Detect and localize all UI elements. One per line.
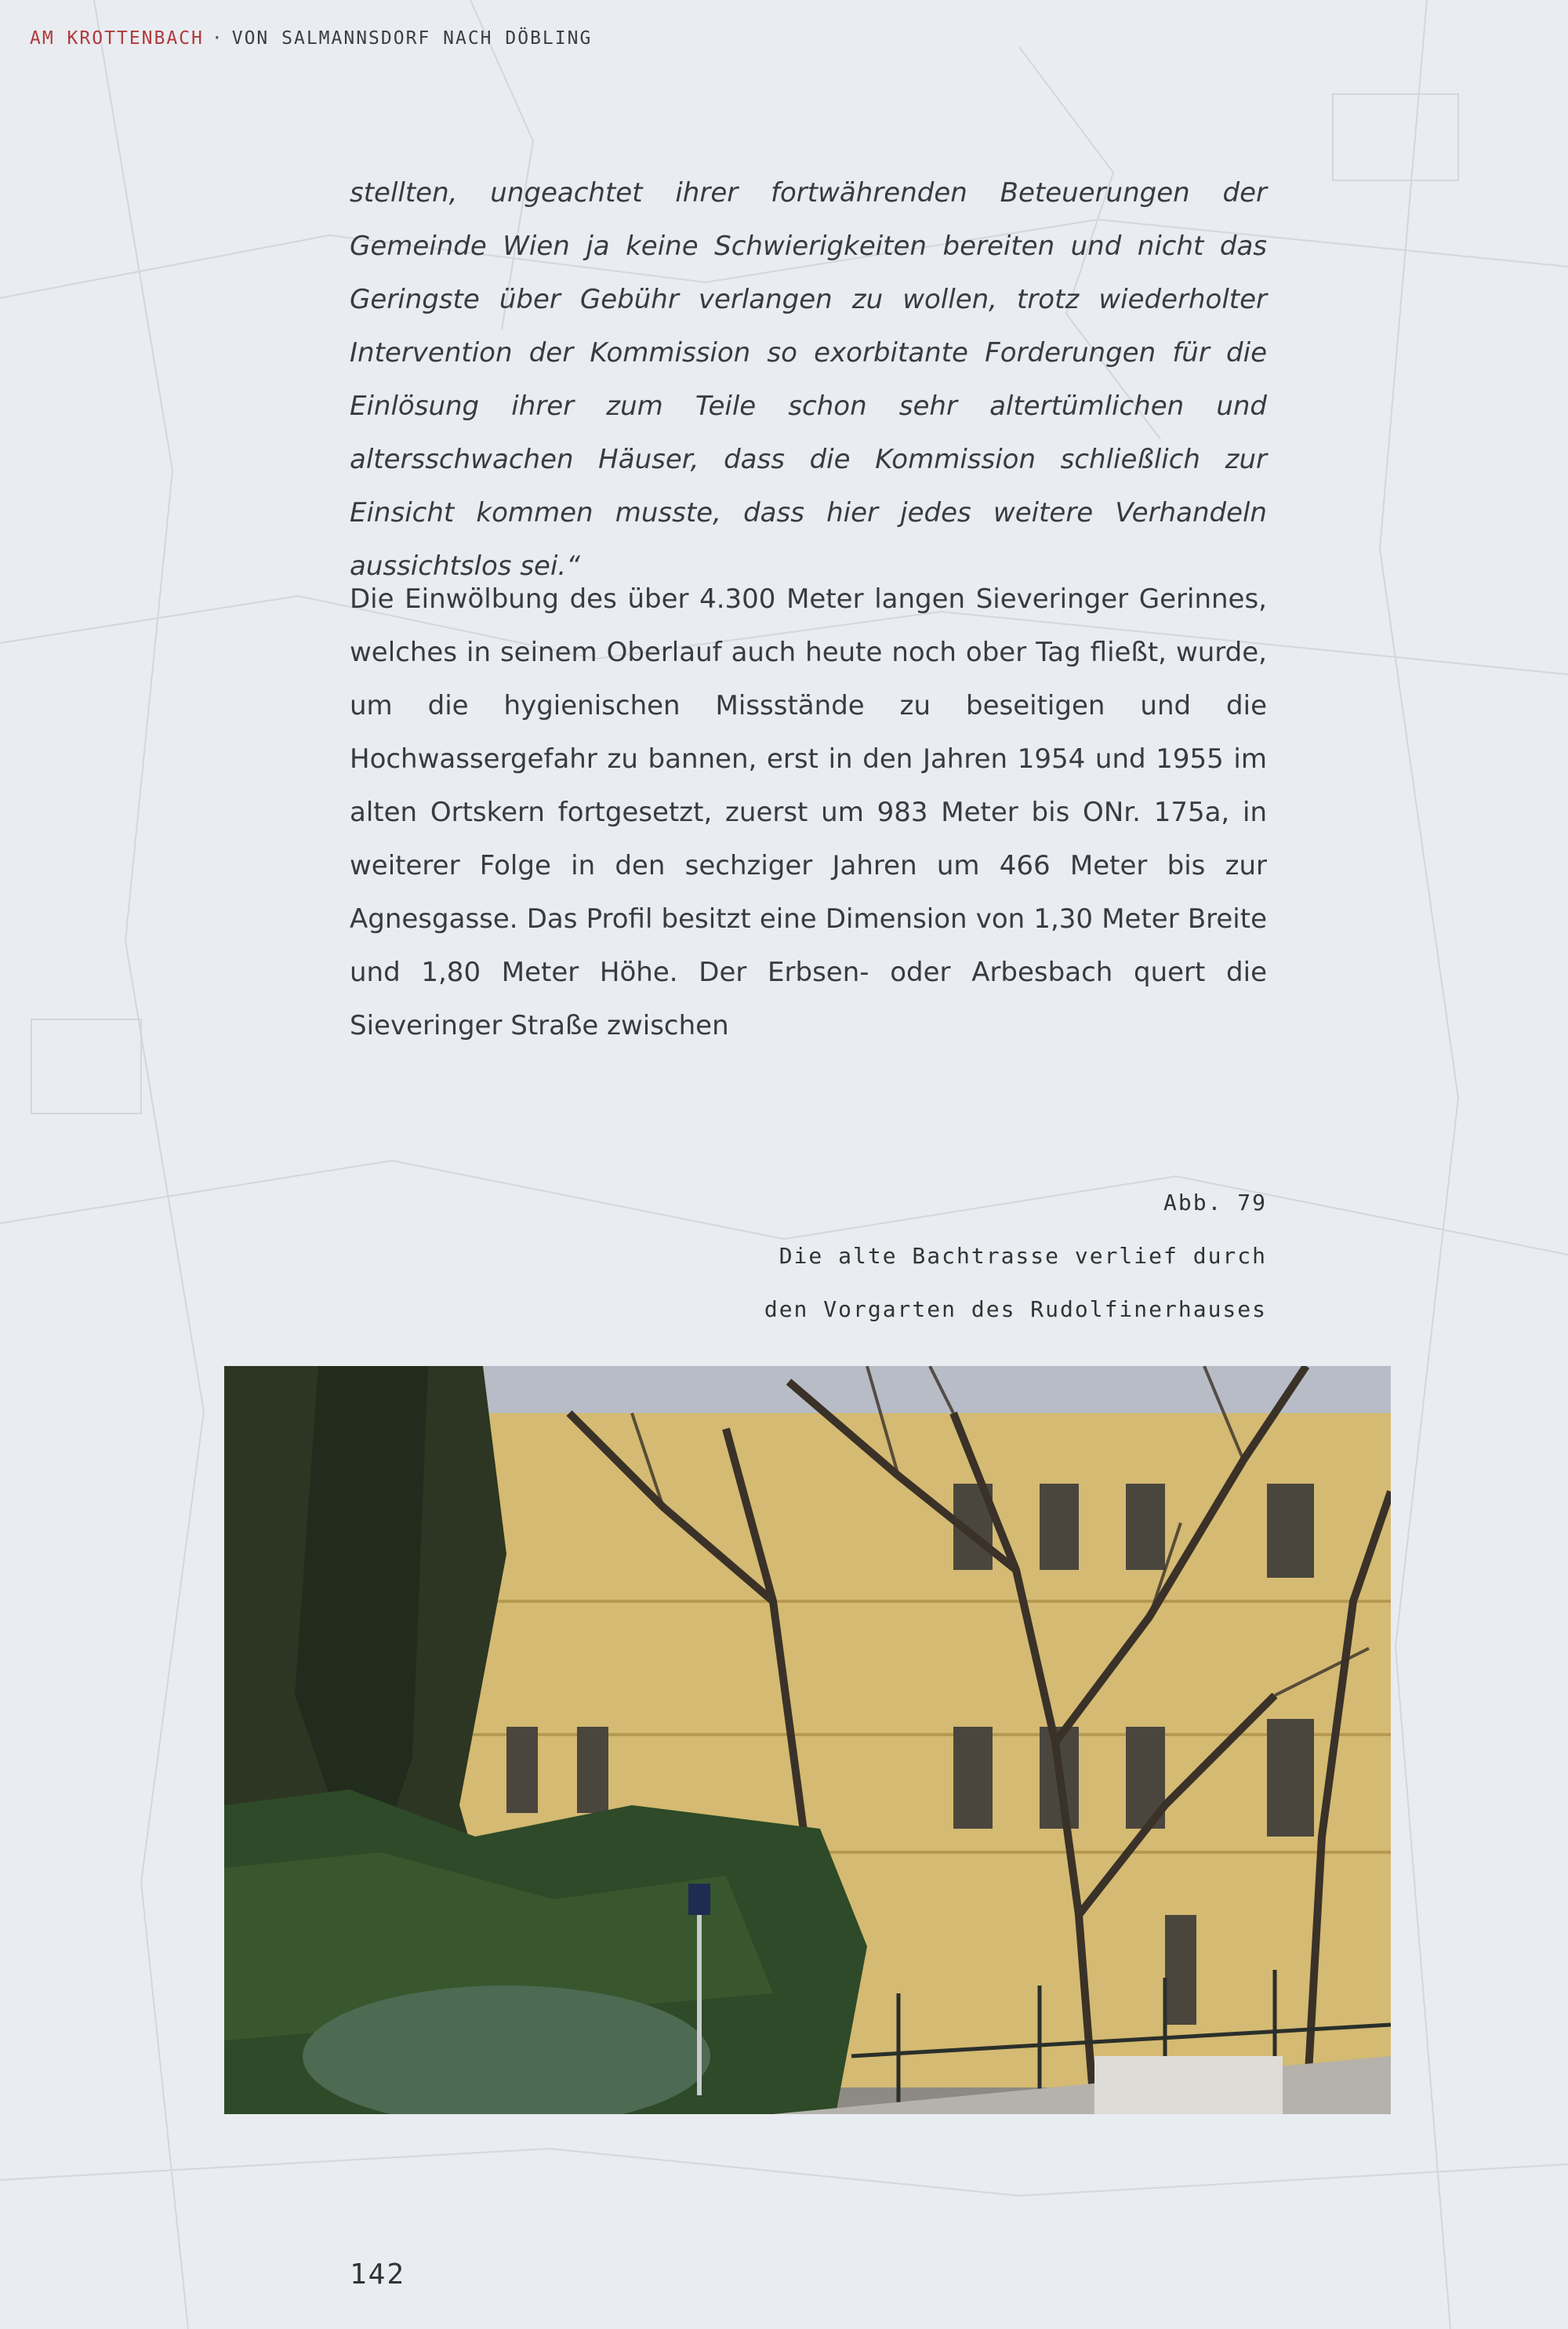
caption-line-2: den Vorgarten des Rudolfinerhauses [764, 1296, 1267, 1322]
planter [1094, 2056, 1283, 2114]
sign-post [697, 1915, 702, 2095]
body-paragraph: Die Einwölbung des über 4.300 Meter langen Sieveringer Gerinnes, welches in seinem Oberlauf auch heute noch ober Tag fließt, wurde, um die hygienischen Missstände zu beseitigen und die Hochwassergefahr zu bannen, erst in den Jahren 1954 und 1955 im alten Ortskern fortgesetzt, zuerst um 983 Meter bis ONr. 175a, in weiterer Folge in den sechziger Jahren um 466 Meter bis zur Agnesgasse. Das Profil besitzt eine Dimension von 1,30 Meter Breite und 1,80 Meter Höhe. Der Erbsen- oder Arbesbach quert die Sieveringer Straße zwischen [350, 583, 1267, 1041]
running-header [30, 28, 592, 49]
header-separator: · [211, 28, 224, 49]
chapter-subtitle: VON SALMANNSDORF NACH DÖBLING [231, 28, 593, 49]
figure-photo [224, 1366, 1391, 2114]
quote-paragraph: stellten, ungeachtet ihrer fortwährenden Beteuerungen der Gemeinde Wien ja keine Schwierigkeiten bereiten und nicht das Geringste über Gebühr verlangen zu wollen, trotz wiederholter Intervention der Kommission so exorbitante Forderungen für die Einlösung ihrer zum Teile schon sehr altertümlichen und altersschwachen Häuser, dass die Kommission schließlich zur Einsicht kommen musste, dass hier jedes weitere Verhandeln aussichtslos sei.“ [350, 177, 1267, 582]
body-text-block [350, 572, 1267, 1052]
page-number: 142 [350, 2258, 406, 2291]
street-sign [688, 1884, 710, 1915]
chapter-title: AM KROTTENBACH [30, 28, 204, 49]
photo-illustration [224, 1366, 1391, 2114]
caption-line-1: Die alte Bachtrasse verlief durch [779, 1243, 1267, 1269]
figure-caption [640, 1176, 1267, 1336]
quote-block [350, 166, 1267, 593]
figure-label: Abb. 79 [1163, 1190, 1267, 1215]
